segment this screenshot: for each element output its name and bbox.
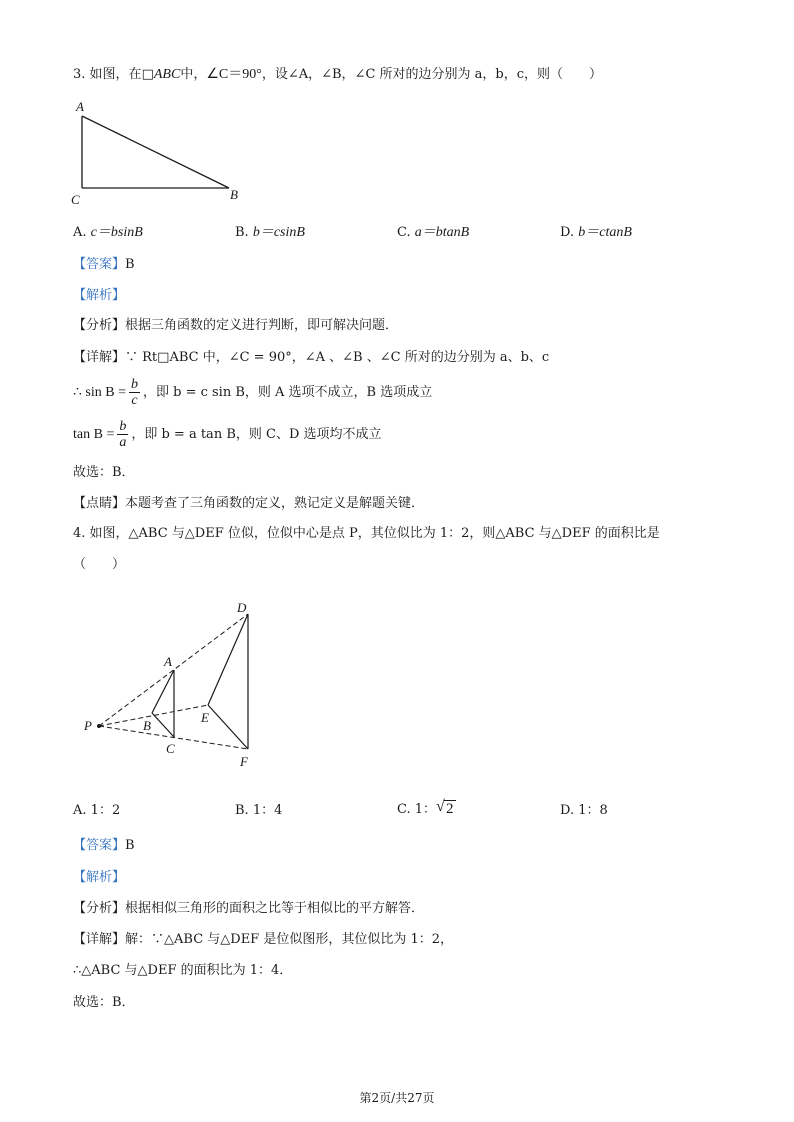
label-c: C [71,192,80,207]
q3-stem: 3. 如图，在□ABC中，∠C＝90°，设∠A，∠B，∠C 所对的边分别为 a，b，c，则（ ） [73,67,603,82]
q3-option-c[interactable]: C. a＝btanB [397,225,470,240]
side-ef [208,705,248,749]
q3-dianjing: 【点睛】本题考查了三角函数的定义，熟记定义是解题关键． [73,496,425,511]
q4-conclusion: ∴△ABC 与△DEF 的面积比为 1：4． [73,963,293,978]
q3-analysis-tag: 【解析】 [73,288,126,303]
label-f: F [240,754,248,769]
q3-number: 3. [73,67,86,82]
label-a: A [76,99,84,114]
label-e: E [201,710,209,725]
label-d: D [237,600,247,615]
label-p: P [84,718,92,733]
q4-option-b[interactable]: B. 1：4 [235,803,283,818]
q4-analysis-tag: 【解析】 [73,870,126,885]
q3-fenxi: 【分析】根据三角函数的定义进行判断，即可解决问题． [73,318,399,333]
q3-option-b[interactable]: B. b＝csinB [235,225,305,240]
label-a: A [164,654,172,669]
q4-fenxi: 【分析】根据相似三角形的面积之比等于相似比的平方解答． [73,901,425,916]
q3-option-a[interactable]: A. c＝bsinB [73,225,143,240]
q4-homothety-figure [80,596,280,776]
sin-fraction: $\frac{b}{c}$ [130,377,138,408]
q4-stem: 4. 如图，△ABC 与△DEF 位似，位似中心是点 P，其位似比为 1：2，则△ABC 与△DEF 的面积比是 [73,526,660,541]
point-p [97,724,101,728]
q3-guxuan: 故选：B． [73,465,135,480]
q4-guxuan: 故选：B． [73,995,135,1010]
side-ab [152,670,174,713]
side-de [208,614,248,705]
q3-sin-line: ∴ sin B = $\frac{b}{c}$ ，即 b = c sin B，则 A 选项不成立，B 选项成立 [73,377,433,408]
label-b: B [230,187,238,202]
q3-triangle-figure [62,96,252,208]
q4-option-d[interactable]: D. 1：8 [560,803,608,818]
label-b: B [143,718,151,733]
q3-option-d[interactable]: D. b＝ctanB [560,225,632,240]
q4-answer: 【答案】B [73,838,135,853]
q3-xiangjie: 【详解】∵ Rt□ABC 中，∠C = 90°，∠A 、∠B 、∠C 所对的边分别为 a、b、c [73,350,550,365]
q3-tan-line: tan B = $\frac{b}{a}$ ，即 b = a tan B，则 C、D 选项均不成立 [73,419,382,450]
sqrt-symbol: √ 2 [436,798,454,817]
tan-fraction: $\frac{b}{a}$ [119,419,127,450]
q4-stem-paren: （ ） [73,557,126,572]
q4-option-c[interactable]: C. 1： √ 2 [397,798,454,817]
side-ab [82,116,229,188]
label-c: C [166,741,175,756]
q4-option-a[interactable]: A. 1：2 [73,803,121,818]
q3-answer: 【答案】B [73,257,135,272]
side-bc [152,713,174,737]
page-footer: 第2页/共27页 [359,1091,435,1105]
q4-xiangjie: 【详解】解：∵△ABC 与△DEF 是位似图形，其位似比为 1：2， [73,932,454,947]
